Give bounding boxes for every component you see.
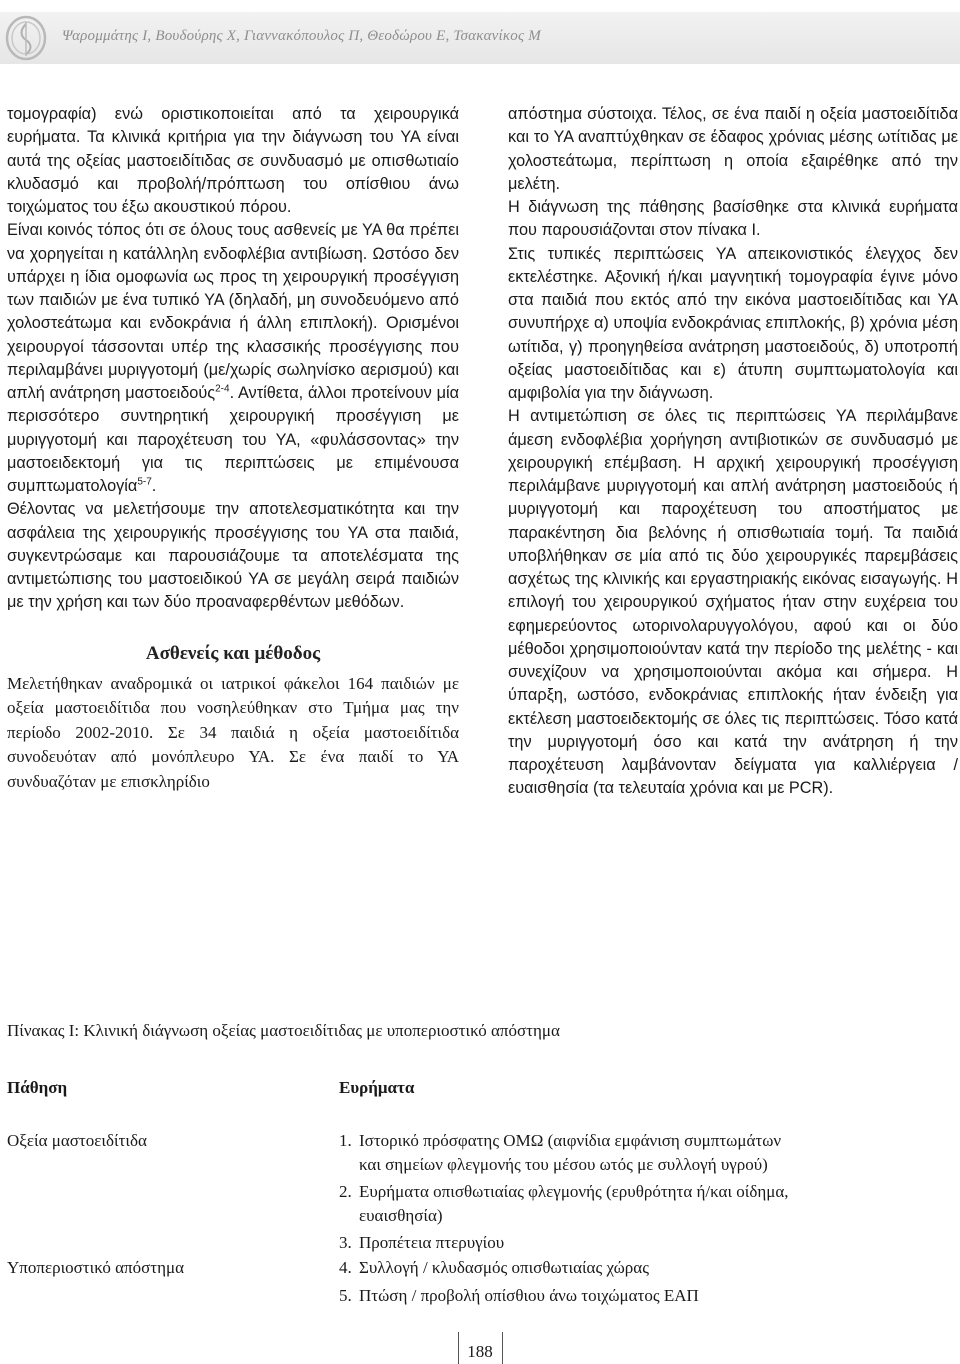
finding-text: Ευρήματα οπισθωτιαίας φλεγμονής (ερυθρότητα ή/και οίδημα, [359,1182,789,1201]
finding-text: Ιστορικό πρόσφατης ΟΜΩ (αιφνίδια εμφάνιση συμπτωμάτων [359,1131,782,1150]
page-number: 188 [467,1342,493,1361]
finding-text: Συλλογή / κλυδασμός οπισθωτιαίας χώρας [359,1258,649,1277]
table-header-condition: Πάθηση [7,1078,68,1097]
journal-logo-icon [4,14,48,62]
table-row-label: Οξεία μαστοειδίτιδα [7,1131,147,1150]
right-paragraph-1: απόστημα σύστοιχα. Τέλος, σε ένα παιδί η οξεία μαστοειδίτιδα και το ΥΑ αναπτύχθηκαν σε έδαφος χρόνιας μέσης ωτίτιδας με χολοστεάτωμα, περίπτωση η οποία εξαιρέθηκε από την μελέτη. [508,105,958,193]
table-finding-item [339,1231,939,1255]
finding-number: 1. [339,1131,352,1150]
table-row-label: Υποπεριοστικό απόστημα [7,1258,185,1277]
finding-number: 4. [339,1258,352,1277]
reference-superscript: 2-4 [215,383,230,395]
right-column [508,103,958,801]
table-caption: Πίνακας Ι: Κλινική διάγνωση οξείας μαστοειδίτιδας με υποπεριοστικό απόστημα [7,1021,560,1040]
finding-text: Προπέτεια πτερυγίου [359,1233,505,1252]
finding-number: 3. [339,1233,352,1252]
header-authors: Ψαρομμάτης Ι, Βουδούρης Χ, Γιαννακόπουλος Π, Θεοδώρου Ε, Τσακανίκος Μ [62,28,541,44]
table-header-findings: Ευρήματα [339,1078,415,1097]
left-paragraph-2-part-c: . [151,477,157,495]
left-paragraph-2-part-a: Είναι κοινός τόπος ότι σε όλους τους ασθενείς με ΥΑ θα πρέπει να χορηγείται η κατάλληλη ενδοφλέβια αντιβίωση. Ωστόσο δεν υπάρχει η ίδια ομοφωνία ως προς τη χειρουργική προσέγγιση των παιδιών με ένα τυπικό ΥΑ (δηλαδή, μη συνοδευόμενο από χολοστεάτωμα και ενδοκράνια ή άλλη επιπλοκή). Ορισμένοι χειρουργοί τάσσονται υπέρ της κλασσικής προσέγγισης που περιλαμβάνει μυριγγοτομή (με/χωρίς σωληνίσκο αερισμού) και απλή ανάτρηση μαστοειδούς [7,221,459,402]
left-paragraph-1: τομογραφία) ενώ οριστικοποιείται από τα χειρουργικά ευρήματα. Τα κλινικά κριτήρια για την διάγνωση του ΥΑ είναι αυτά της οξείας μαστοειδίτιδας σε συνδυασμό με οπισθωτιαίο κλυδασμό και προβολή/πρόπτωση του οπίσθιου άνω τοιχώματος του έξω ακουστικού πόρου. [7,105,459,216]
table-finding-item [339,1256,939,1280]
right-paragraph-4: Η αντιμετώπιση σε όλες τις περιπτώσεις ΥΑ περιλάμβανε άμεση ενδοφλέβια χορήγηση αντιβιοτικών σε συνδυασμό με χειρουργική επέμβαση. Η αρχική χειρουργική προσέγγιση περιλάμβανε μυριγγοτομή και απλή ανάτρηση μαστοειδούς ή μυριγγοτομή και παροχέτευση του αποστήματος με παρακέντηση δια βελόνης ή οπισθωτιαία τομή. Τα παιδιά υποβλήθηκαν σε μία από τις δύο χειρουργικές παρεμβάσεις ασχέτως της κλινικής και εργαστηριακής εικόνας εισαγωγής. Η επιλογή του χειρουργικού σχήματος ήταν στην ευχέρεια του εφημερεύοντος ωτορινολαρυγγολόγου, αφού και οι δύο μέθοδοι χρησιμοποιούνταν κατά την περίοδο της μελέτης - και συνεχίζουν να χρησιμοποιούνται ακόμα και σήμερα. Η ύπαρξη, ωστόσο, ενδοκράνιας επιπλοκής ήταν ένδειξη για εκτέλεση μαστοειδεκτομής σε όλες τις περιπτώσεις. Τόσο κατά την μυριγγοτομή όσο και κατά την ανάτρηση ή την παροχέτευση λαμβάνονταν δείγματα για καλλιέργεια / ευαισθησία (τα τελευταία χρόνια και με PCR). [508,407,958,798]
left-paragraph-3: Θέλοντας να μελετήσουμε την αποτελεσματικότητα και την ασφάλεια της χειρουργικής προσέγγισης του ΥΑ στα παιδιά, συγκεντρώσαμε και παρουσιάζουμε τα αποτελέσματα της αντιμετώπισης του μαστοειδικού ΥΑ σε μεγάλη σειρά παιδιών με την χρήση και των δύο προαναφερθέντων μεθόδων. [7,500,459,612]
finding-text-continued: και σημείων φλεγμονής του μέσου ωτός με συλλογή υγρού) [359,1155,768,1174]
table-finding-item [339,1180,939,1228]
finding-text: Πτώση / προβολή οπίσθιου άνω τοιχώματος ΕΑΠ [359,1286,699,1305]
finding-number: 2. [339,1182,352,1201]
right-paragraph-3: Στις τυπικές περιπτώσεις ΥΑ απεικονιστικός έλεγχος δεν εκτελέστηκε. Αξονική ή/και μαγνητική τομογραφία έγινε μόνο στα παιδιά που εκτός από την εικόνα μαστοειδίτιδας και ΥΑ συνυπήρχε α) υποψία ενδοκράνιας επιπλοκής, β) χρόνια μέση ωτίτιδα, γ) προηγηθείσα ανάτρηση μαστοειδούς, δ) υποτροπή οξείας μαστοειδίτιδας και ε) άτυπη συμπτωματολογία και αμφιβολία για την διάγνωση. [508,244,958,402]
section-title: Ασθενείς και μέθοδος [145,642,321,664]
right-paragraph-2: Η διάγνωση της πάθησης βασίσθηκε στα κλινικά ευρήματα που παρουσιάζονται στον πίνακα Ι. [508,198,958,240]
left-paragraph-2 [7,219,459,498]
finding-text-continued: ευαισθησία) [359,1206,443,1225]
reference-superscript: 5-7 [137,476,152,488]
left-paragraph-2-part-b: . Αντίθετα, άλλοι προτείνουν μία περισσότερο συντηρητική χειρουργική προσέγγιση με μυριγγοτομή και παροχέτευση του ΥΑ, «φυλάσσοντας» την μαστοειδεκτομή για τις περιπτώσεις με επιμένουσα συμπτωματολογία [7,384,459,495]
running-header [0,12,960,64]
finding-number: 5. [339,1286,352,1305]
table-finding-item [339,1284,939,1308]
left-paragraph-4: Μελετήθηκαν αναδρομικά οι ιατρικοί φάκελοι 164 παιδιών με οξεία μαστοειδίτιδα που νοσηλεύθηκαν στο Τμήμα μας την περίοδο 2002-2010. Σε 34 παιδιά η οξεία μαστοειδίτιδα συνοδευόταν από μονόπλευρο ΥΑ. Σε ένα παιδί το ΥΑ συνδυαζόταν με επισκληρίδιο [7,673,459,791]
left-column [7,103,459,794]
table-finding-item [339,1129,939,1177]
